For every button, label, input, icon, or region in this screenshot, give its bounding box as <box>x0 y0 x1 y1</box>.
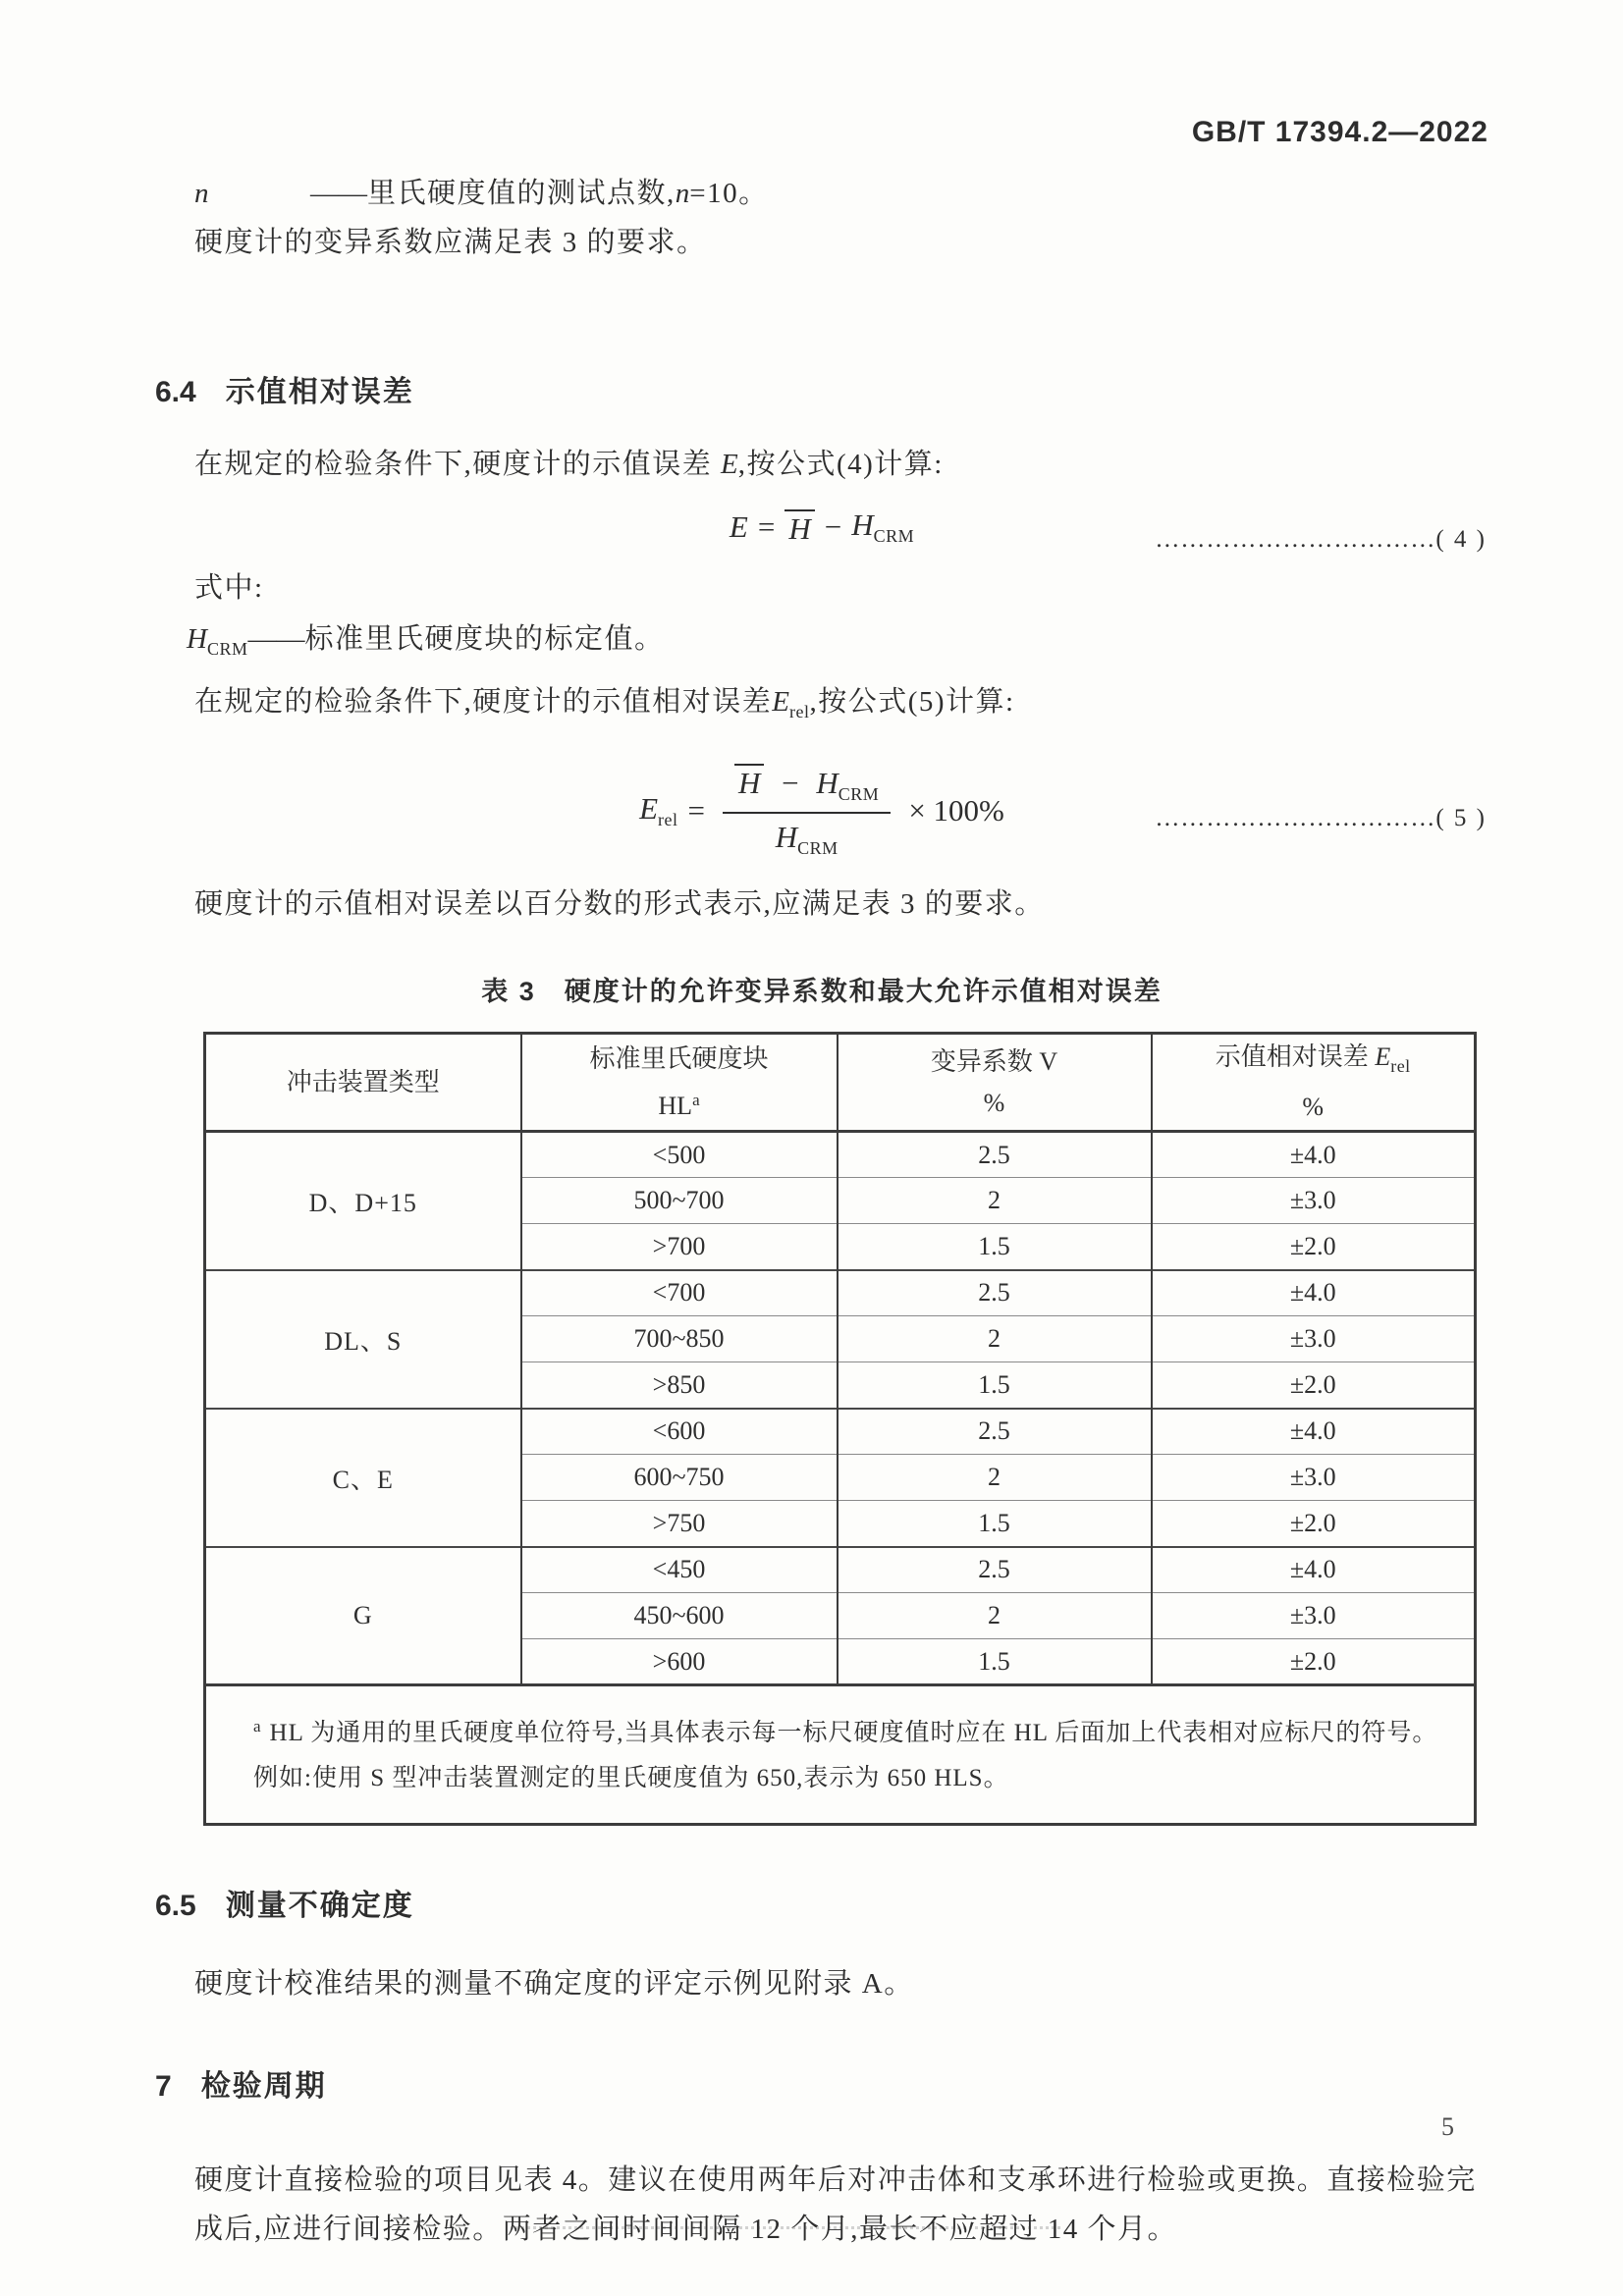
formula-4-hbar: H <box>784 509 814 546</box>
col-header-rel-error <box>1152 1034 1476 1132</box>
fraction-hbar: H <box>734 764 764 800</box>
definition-hcrm-dash: —— <box>247 623 305 655</box>
page-number: 5 <box>1441 2112 1454 2141</box>
table-footnote-row <box>205 1685 1476 1825</box>
col-header-rel-error-line1: 示值相对误差 <box>1215 1042 1376 1071</box>
col-header-rel-error-sub: rel <box>1390 1056 1411 1076</box>
section-6-5-heading <box>155 1881 1488 1924</box>
col-header-hardness-sup: a <box>692 1090 700 1109</box>
definition-hcrm-text: 标准里氏硬度块的标定值。 <box>304 623 665 655</box>
cell-error: ±3.0 <box>1152 1178 1476 1224</box>
table-group-label: DL、S <box>205 1270 521 1409</box>
col-header-hardness-block <box>521 1034 838 1132</box>
cell-error: ±2.0 <box>1152 1362 1476 1409</box>
cell-error: ±2.0 <box>1152 1224 1476 1270</box>
formula-5-leader <box>1155 805 1487 832</box>
cell-block: 500~700 <box>521 1178 838 1224</box>
table-group-label: C、E <box>205 1409 521 1547</box>
equals-sign: = <box>757 509 776 544</box>
cell-block: 700~850 <box>521 1316 838 1362</box>
cell-error: ±3.0 <box>1152 1316 1476 1362</box>
where-label: 式中: <box>194 572 264 604</box>
cell-block: 450~600 <box>521 1593 838 1639</box>
cell-variation: 2.5 <box>838 1132 1152 1178</box>
footnote-text: HL 为通用的里氏硬度单位符号,当具体表示每一标尺硬度值时应在 HL 后面加上代表相对应标尺的符号。例如:使用 S 型冲击装置测定的里氏硬度值为 650,表示为 650 HLS。 <box>253 1720 1438 1791</box>
section-6-4-number: 6.4 <box>155 376 196 408</box>
table-group-label: D、D+15 <box>205 1132 521 1270</box>
formula-4-leader <box>1155 526 1487 554</box>
table-group-label: G <box>205 1547 521 1685</box>
var-Erel-sub: rel <box>788 702 810 721</box>
fraction-den-sub: CRM <box>797 837 839 858</box>
cell-error: ±4.0 <box>1152 1132 1476 1178</box>
cell-error: ±2.0 <box>1152 1501 1476 1547</box>
paragraph-formula5-intro <box>155 679 1488 734</box>
paragraph-uncertainty: 硬度计校准结果的测量不确定度的评定示例见附录 A。 <box>194 1968 914 2000</box>
times-100-percent: × 100% <box>908 793 1004 828</box>
formula-4-hcrm <box>851 507 914 547</box>
cell-variation: 2 <box>838 1316 1152 1362</box>
cell-error: ±4.0 <box>1152 1547 1476 1593</box>
cell-block: <700 <box>521 1270 838 1316</box>
col-header-hardness-line2: HL <box>658 1091 693 1120</box>
col-header-variation-unit: % <box>983 1088 1005 1117</box>
fraction-hcrm-sym: H <box>816 765 839 800</box>
var-E: E <box>721 449 738 480</box>
dot-leader: …………………………… <box>1155 526 1436 553</box>
symbol-hcrm-sub: CRM <box>206 639 248 659</box>
formula-5-fraction <box>723 764 891 859</box>
cell-variation: 2.5 <box>838 1270 1152 1316</box>
fraction-denominator <box>776 814 839 859</box>
table-3 <box>203 1032 1477 1826</box>
minus-sign: − <box>824 509 842 544</box>
paragraph-formula4-intro <box>155 442 1488 487</box>
cell-block: <500 <box>521 1132 838 1178</box>
cell-block: >600 <box>521 1639 838 1685</box>
cell-error: ±3.0 <box>1152 1455 1476 1501</box>
paragraph-inspection-period: 硬度计直接检验的项目见表 4。建议在使用两年后对冲击体和支承环进行检验或更换。直接检验完成后,应进行间接检验。两者之间时间间隔 12 个月,最长不应超过 14 个月。 <box>194 2164 1477 2245</box>
section-6-5-title: 测量不确定度 <box>225 1890 414 1922</box>
section-7-title: 检验周期 <box>200 2070 327 2103</box>
fraction-hcrm-sub: CRM <box>838 783 880 804</box>
symbol-hcrm-h: H <box>187 623 207 655</box>
equals-sign-2: = <box>687 793 706 828</box>
cell-variation: 2 <box>838 1455 1152 1501</box>
cell-block: <450 <box>521 1547 838 1593</box>
cell-error: ±4.0 <box>1152 1270 1476 1316</box>
formula-5-label: ( 5 ) <box>1435 805 1487 831</box>
table-footnote <box>205 1685 1476 1825</box>
paragraph-relative-error: 硬度计的示值相对误差以百分数的形式表示,应满足表 3 的要求。 <box>194 888 1045 920</box>
dot-leader-2: …………………………… <box>1155 805 1436 831</box>
col-header-variation <box>838 1034 1152 1132</box>
col-header-hardness-line1: 标准里氏硬度块 <box>589 1043 769 1073</box>
section-6-5-number: 6.5 <box>155 1890 196 1922</box>
symbol-n-inline: n <box>675 178 690 209</box>
definition-hcrm <box>155 616 1488 671</box>
cell-variation: 2 <box>838 1178 1152 1224</box>
formula-4-hcrm-sub: CRM <box>873 526 915 546</box>
cell-error: ±2.0 <box>1152 1639 1476 1685</box>
formula-5-equation <box>639 764 1004 859</box>
formula-4-label: ( 4 ) <box>1435 526 1487 553</box>
formula-4-lhs: E <box>729 509 748 544</box>
minus-sign-2: − <box>782 765 799 800</box>
section-6-4-heading <box>155 367 1488 410</box>
col-header-variation-line1: 变异系数 V <box>930 1046 1058 1076</box>
paragraph-formula4-intro-tail: ,按公式(4)计算: <box>737 449 944 480</box>
cell-variation: 1.5 <box>838 1224 1152 1270</box>
paragraph-formula5-intro-tail: ,按公式(5)计算: <box>809 686 1015 718</box>
cell-error: ±3.0 <box>1152 1593 1476 1639</box>
table-header-row <box>205 1034 1476 1132</box>
paragraph-formula4-intro-text: 在规定的检验条件下,硬度计的示值误差 <box>194 449 722 480</box>
col-header-rel-error-unit: % <box>1302 1093 1325 1121</box>
var-Erel: E <box>772 686 789 718</box>
table-row <box>205 1132 1476 1178</box>
cell-variation: 2.5 <box>838 1547 1152 1593</box>
cell-variation: 1.5 <box>838 1639 1152 1685</box>
definition-dash: —— <box>310 178 367 209</box>
col-header-rel-error-var: E <box>1375 1042 1391 1071</box>
table-row <box>205 1547 1476 1593</box>
cell-variation: 1.5 <box>838 1362 1152 1409</box>
cell-block: >700 <box>521 1224 838 1270</box>
cell-variation: 2 <box>838 1593 1152 1639</box>
definition-n-text: 里氏硬度值的测试点数, <box>367 178 676 209</box>
definition-n <box>155 171 1488 216</box>
table-row <box>205 1270 1476 1316</box>
paragraph-variation-coefficient: 硬度计的变异系数应满足表 3 的要求。 <box>194 227 707 258</box>
formula-5-lhs-sub: rel <box>658 810 678 829</box>
table-row <box>205 1409 1476 1455</box>
scan-artifact <box>511 2226 1060 2229</box>
section-7-number: 7 <box>155 2070 172 2103</box>
cell-block: >750 <box>521 1501 838 1547</box>
cell-error: ±4.0 <box>1152 1409 1476 1455</box>
paragraph-formula5-intro-text: 在规定的检验条件下,硬度计的示值相对误差 <box>194 686 773 718</box>
cell-block: <600 <box>521 1409 838 1455</box>
symbol-hcrm <box>187 623 248 659</box>
col-header-device-type <box>205 1034 521 1132</box>
formula-4-equation <box>730 507 914 547</box>
footnote-marker: a <box>253 1717 262 1735</box>
cell-variation: 1.5 <box>838 1501 1152 1547</box>
section-6-4-title: 示值相对误差 <box>225 376 414 408</box>
formula-4-hcrm-sym: H <box>851 507 874 542</box>
formula-4 <box>155 497 1488 558</box>
formula-5-lhs <box>639 791 677 830</box>
fraction-den-sym: H <box>775 819 798 854</box>
cell-variation: 2.5 <box>838 1409 1152 1455</box>
symbol-n: n <box>194 178 209 209</box>
doc-number: GB/T 17394.2—2022 <box>1191 116 1488 148</box>
definition-n-value: =10。 <box>689 178 769 209</box>
formula-5 <box>155 746 1488 876</box>
section-7-heading <box>155 2061 1488 2105</box>
formula-5-lhs-sym: E <box>639 791 659 826</box>
cell-block: >850 <box>521 1362 838 1409</box>
cell-block: 600~750 <box>521 1455 838 1501</box>
fraction-numerator <box>723 764 891 814</box>
table-3-caption: 表 3 硬度计的允许变异系数和最大允许示值相对误差 <box>481 977 1163 1006</box>
col-header-device-type-text: 冲击装置类型 <box>286 1067 440 1096</box>
